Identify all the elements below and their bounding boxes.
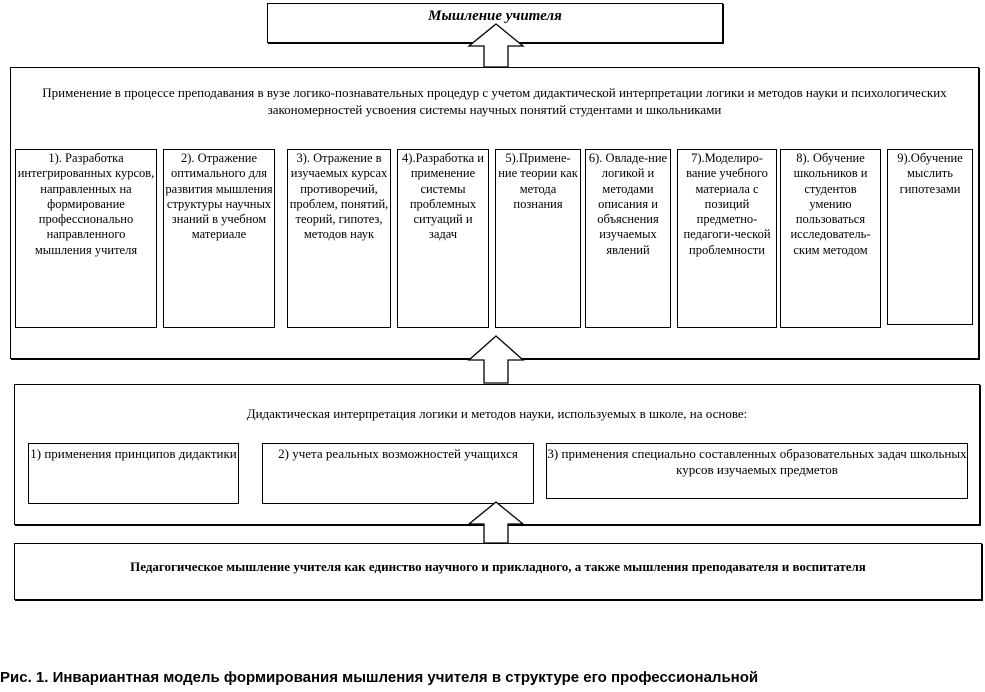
method-card-8: 8). Обучение школьников и студентов умению пользоваться исследователь-ским методом <box>780 149 881 328</box>
basis-card-2: 2) учета реальных возможностей учащихся <box>262 443 534 504</box>
basis-card-1: 1) применения принципов дидактики <box>28 443 239 504</box>
arrow-up-icon <box>468 502 524 544</box>
method-card-9: 9).Обучение мыслить гипотезами <box>887 149 973 325</box>
method-card-4: 4).Разработка и применение системы проблемных ситуаций и задач <box>397 149 489 328</box>
diagram-title: Мышление учителя <box>428 8 562 24</box>
basis-card-3: 3) применения специально составленных образовательных задач школьных курсов изучаемых предметов <box>546 443 968 499</box>
method-card-2: 2). Отражение оптимального для развития мышления структуры научных знаний в учебном материале <box>163 149 275 328</box>
application-panel-title: Применение в процессе преподавания в вузе логико-познавательных процедур с учетом дидактической интерпретации логики и методов науки и психологических закономерностей усвоения системы научных понятий студентами и школьниками <box>42 85 947 117</box>
foundation-text: Педагогическое мышление учителя как единство научного и прикладного, а также мышления преподавателя и воспитателя <box>130 559 866 574</box>
arrow-up-icon <box>468 336 524 384</box>
figure-caption: Рис. 1. Инвариантная модель формирования мышления учителя в структуре его профессиональной <box>0 669 759 686</box>
method-card-7: 7).Моделиро-вание учебного материала с позиций предметно-педагоги-ческой проблемности <box>677 149 777 328</box>
foundation-box <box>14 543 982 600</box>
didactic-panel-title: Дидактическая интерпретация логики и методов науки, используемых в школе, на основе: <box>246 406 748 421</box>
arrow-up-icon <box>468 24 524 68</box>
application-panel <box>10 67 979 359</box>
method-card-1: 1). Разработка интегрированных курсов, направленных на формирование профессионально направленного мышления учителя <box>15 149 157 328</box>
method-card-5: 5).Примене-ние теории как метода познания <box>495 149 581 328</box>
method-card-6: 6). Овладе-ние логикой и методами описания и объяснения изучаемых явлений <box>585 149 671 328</box>
method-card-3: 3). Отражение в изучаемых курсах противоречий, проблем, понятий, теорий, гипотез, методов наук <box>287 149 391 328</box>
